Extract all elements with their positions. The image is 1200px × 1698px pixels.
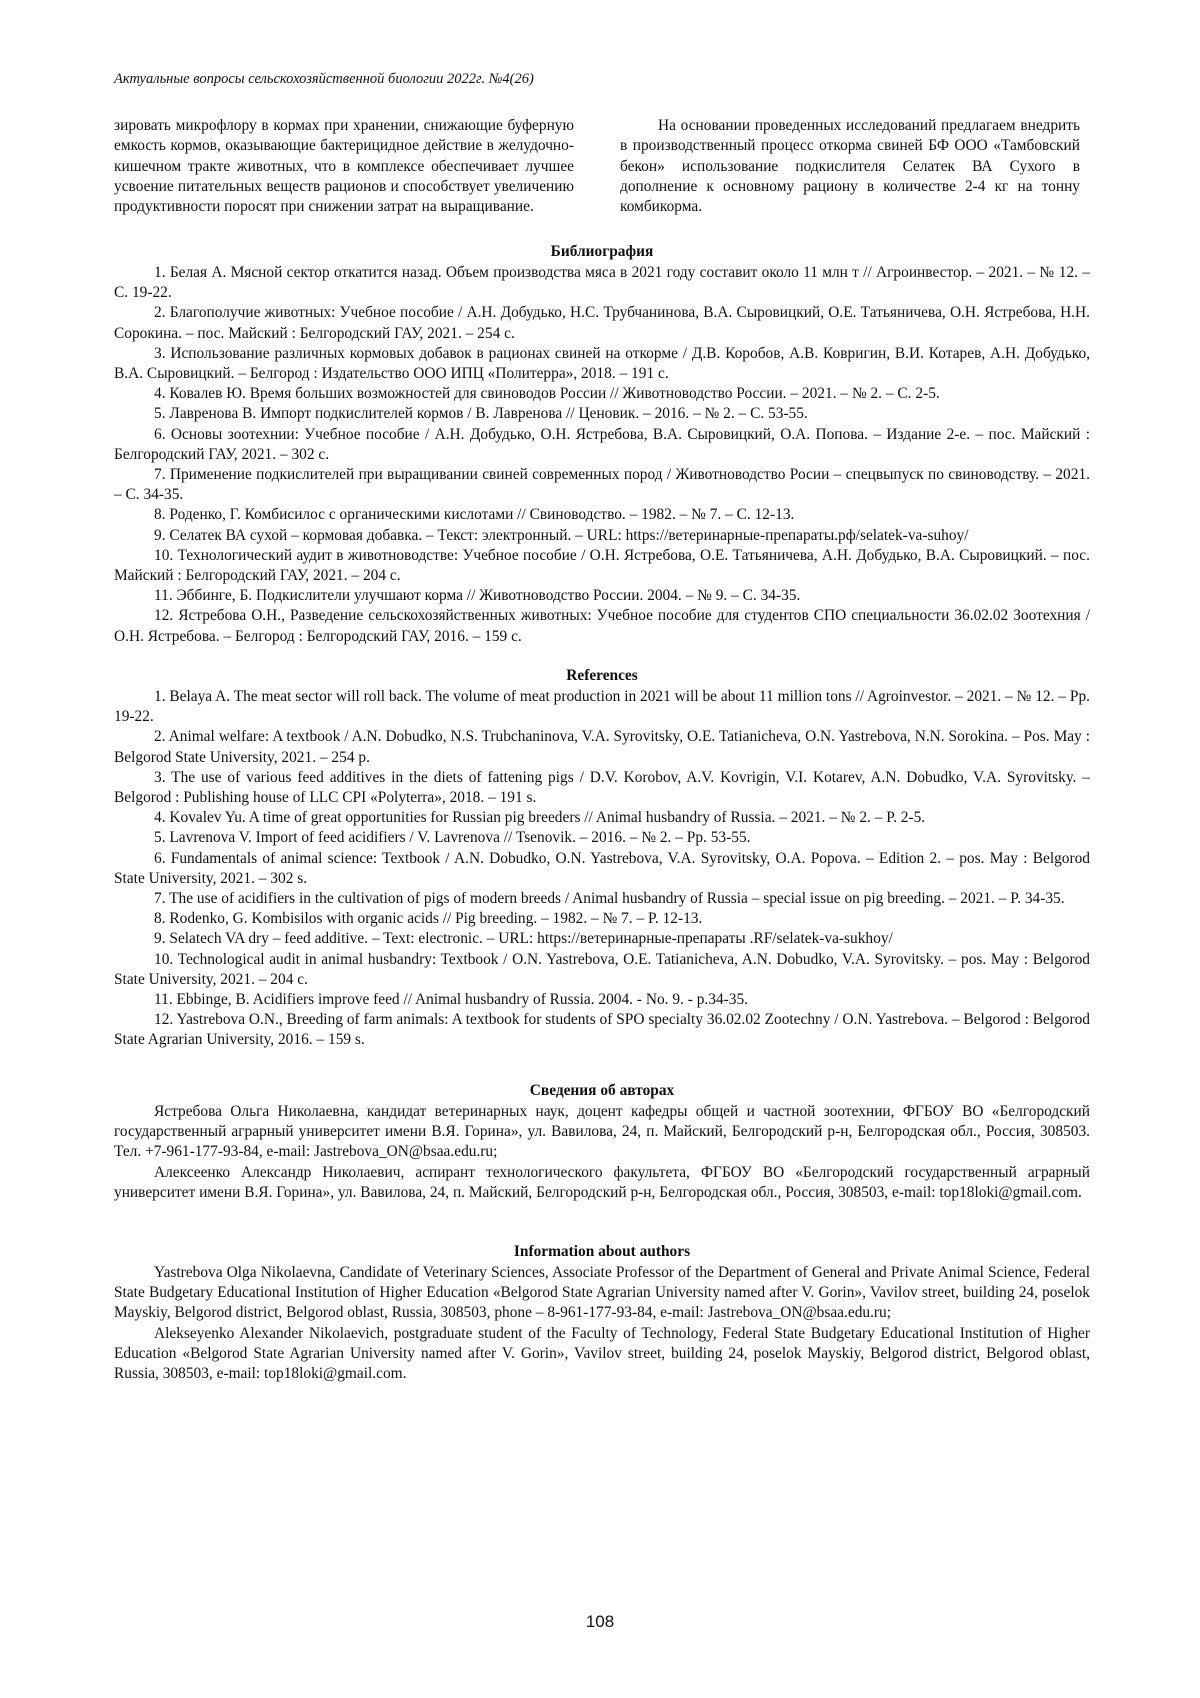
reference-item: 3. The use of various feed additives in the diets of fattening pigs / D.V. Korobov, A.V. Kovrigin, V.I. Kotarev, A.N. Dobudko, V.A. Syrovitsky. – Belgorod : Publishing house of LLC CPI «Polyterra», 2018. – 191 s. [114,768,1090,807]
reference-item: 6. Fundamentals of animal science: Textbook / A.N. Dobudko, O.N. Yastrebova, V.A. Syrovitsky, O.A. Popova. – Edition 2. – pos. May : Belgorod State University, 2021. – 302 s. [114,849,1090,887]
page-number: 108 [585,1612,615,1631]
bibliography-item: 9. Селатек ВА сухой – кормовая добавка. – Текст: электронный. – URL: https://ветеринарные-препараты.рф/selatek-va-suhoy/ [154,526,969,544]
journal-header: Актуальные вопросы сельскохозяйственной биологии 2022г. №4(26) [114,71,534,87]
author-info-ru: Ястребова Ольга Николаевна, кандидат ветеринарных наук, доцент кафедры общей и частной зоотехнии, ФГБОУ ВО «Белгородский государственный аграрный университет имени В.Я. Горина», ул. Вавилова, 24, п. Майский, Белгородский р-н, Белгородская обл., Россия, 308503. Тел. +7-961-177-93-84, e-mail: Jastrebova_ON@bsaa.edu.ru; [114,1103,1090,1161]
author-info-en: Yastrebova Olga Nikolaevna, Candidate of Veterinary Sciences, Associate Professor of the Department of General and Private Animal Science, Federal State Budgetary Educational Institution of Higher Education «Belgorod State Agrarian University named after V. Gorin», Vavilov street, building 24, poselok Mayskiy, Belgorod district, Belgorod oblast, Russia, 308503, phone – 8-961-177-93-84, e-mail: Jastrebova_ON@bsaa.edu.ru; [114,1264,1090,1322]
bibliography-item: 4. Ковалев Ю. Время больших возможностей для свиноводов России // Животноводство России. – 2021. – № 2. – С. 2-5. [154,385,940,403]
bibliography-item: 8. Роденко, Г. Комбисилос с органическими кислотами // Свиноводство. – 1982. – № 7. – С. 12-13. [154,506,795,524]
references-section [114,666,1090,1051]
reference-item: 8. Rodenko, G. Kombisilos with organic acids // Pig breeding. – 1982. – № 7. – P. 12-13. [154,910,703,928]
authors-ru-section [114,1081,1090,1203]
bibliography-item: 6. Основы зоотехнии: Учебное пособие / А.Н. Добудько, О.Н. Ястребова, В.А. Сыровицкий, О.А. Попова. – Издание 2-е. – пос. Майский : Белгородский ГАУ, 2021. – 302 с. [114,425,1090,463]
intro-right-paragraph: На основании проведенных исследований предлагаем внедрить в производственный процесс откорма свиней БФ ООО «Тамбовский бекон» использование подкислителя Селатек ВА Сухого в дополнение к основному рациону в количестве 2-4 кг на тонну комбикорма. [620,117,1080,216]
author-info-en: Alekseyenko Alexander Nikolaevich, postgraduate student of the Faculty of Technology, Federal State Budgetary Educational Institution of Higher Education «Belgorod State Agrarian University named after V. Gorin», Vavilov street, building 24, poselok Mayskiy, Belgorod district, Belgorod oblast, Russia, 308503, e-mail: top18loki@gmail.com. [114,1324,1090,1383]
intro-left-column [114,116,574,217]
bibliography-item: 5. Лавренова В. Импорт подкислителей кормов / В. Лавренова // Ценовик. – 2016. – № 2. – С. 53-55. [154,405,808,423]
reference-item: 10. Technological audit in animal husbandry: Textbook / O.N. Yastrebova, O.E. Tatianicheva, A.N. Dobudko, V.A. Syrovitsky. – pos. May : Belgorod State University, 2021. – 204 c. [114,950,1090,988]
bibliography-item: 12. Ястребова О.Н., Разведение сельскохозяйственных животных: Учебное пособие для студентов СПО специальности 36.02.02 Зоотехния / О.Н. Ястребова. – Белгород : Белгородский ГАУ, 2016. – 159 с. [114,607,1090,645]
reference-item: 12. Yastrebova O.N., Breeding of farm animals: A textbook for students of SPO specialty 36.02.02 Zootechny / O.N. Yastrebova. – Belgorod : Belgorod State Agrarian University, 2016. – 159 s. [114,1011,1090,1049]
reference-item: 2. Animal welfare: A textbook / A.N. Dobudko, N.S. Trubchaninova, V.A. Syrovitsky, O.E. Tatianicheva, O.N. Yastrebova, N.N. Sorokina. – Pos. May : Belgorod State University, 2021. – 254 p. [114,728,1090,766]
authors-en-title: Information about authors [513,1243,691,1260]
reference-item: 11. Ebbinge, B. Acidifiers improve feed // Animal husbandry of Russia. 2004. - No. 9. - p.34-35. [154,991,749,1009]
bibliography-section [114,242,1090,647]
reference-item: 7. The use of acidifiers in the cultivation of pigs of modern breeds / Animal husbandry of Russia – special issue on pig breeding. – 2021. – P. 34-35. [154,890,1065,908]
reference-item: 1. Belaya A. The meat sector will roll back. The volume of meat production in 2021 will be about 11 million tons // Agroinvestor. – 2021. – № 12. – Pp. 19-22. [114,688,1090,726]
references-title: References [566,667,638,684]
bibliography-item: 10. Технологический аудит в животноводстве: Учебное пособие / О.Н. Ястребова, О.Е. Татьяничева, А.Н. Добудько, В.А. Сыровицкий. – пос. Майский : Белгородский ГАУ, 2021. – 204 с. [114,546,1090,585]
bibliography-item: 1. Белая А. Мясной сектор откатится назад. Объем производства мяса в 2021 году составит около 11 млн т // Агроинвестор. – 2021. – № 12. – С. 19-22. [114,264,1090,302]
intro-right-column [620,116,1080,217]
bibliography-item: 2. Благополучие животных: Учебное пособие / А.Н. Добудько, Н.С. Трубчанинова, В.А. Сыровицкий, О.Е. Татьяничева, О.Н. Ястребова, Н.Н. Сорокина. – пос. Майский : Белгородский ГАУ, 2021. – 254 с. [114,304,1090,342]
bibliography-item: 11. Эббинге, Б. Подкислители улучшают корма // Животноводство России. 2004. – № 9. – С. 34-35. [154,587,801,605]
reference-item: 9. Selatech VA dry – feed additive. – Text: electronic. – URL: https://ветеринарные-препараты .RF/selatek-va-sukhoy/ [154,930,893,948]
authors-en-section [114,1242,1090,1384]
reference-item: 5. Lavrenova V. Import of feed acidifiers / V. Lavrenova // Tsenovik. – 2016. – № 2. – Pp. 53-55. [154,829,751,847]
intro-left-paragraph: зировать микрофлору в кормах при хранении, снижающие буферную емкость кормов, оказывающие бактерицидное действие в желудочно-кишечном тракте животных, что в комплексе обеспечивает лучшее усвоение питательных веществ рационов и способствует увеличению продуктивности поросят при снижении затрат на выращивание. [114,117,574,216]
bibliography-item: 3. Использование различных кормовых добавок в рационах свиней на откорме / Д.В. Коробов, А.В. Ковригин, В.И. Котарев, А.Н. Добудько, В.А. Сыровицкий. – Белгород : Издательство ООО ИПЦ «Политерра», 2018. – 191 с. [114,344,1090,383]
authors-ru-title: Сведения об авторах [529,1082,675,1099]
bibliography-title: Библиография [550,243,654,260]
bibliography-item: 7. Применение подкислителей при выращивании свиней современных пород / Животноводство Росии – спецвыпуск по свиноводству. – 2021. – С. 34-35. [114,466,1090,504]
reference-item: 4. Kovalev Yu. A time of great opportunities for Russian pig breeders // Animal husbandry of Russia. – 2021. – № 2. – P. 2-5. [154,809,926,827]
author-info-ru: Алексеенко Александр Николаевич, аспирант технологического факультета, ФГБОУ ВО «Белгородский государственный аграрный университет имени В.Я. Горина», ул. Вавилова, 24, п. Майский, Белгородский р-н, Белгородская обл., Россия, 308503, e-mail: top18loki@gmail.com. [114,1163,1090,1201]
